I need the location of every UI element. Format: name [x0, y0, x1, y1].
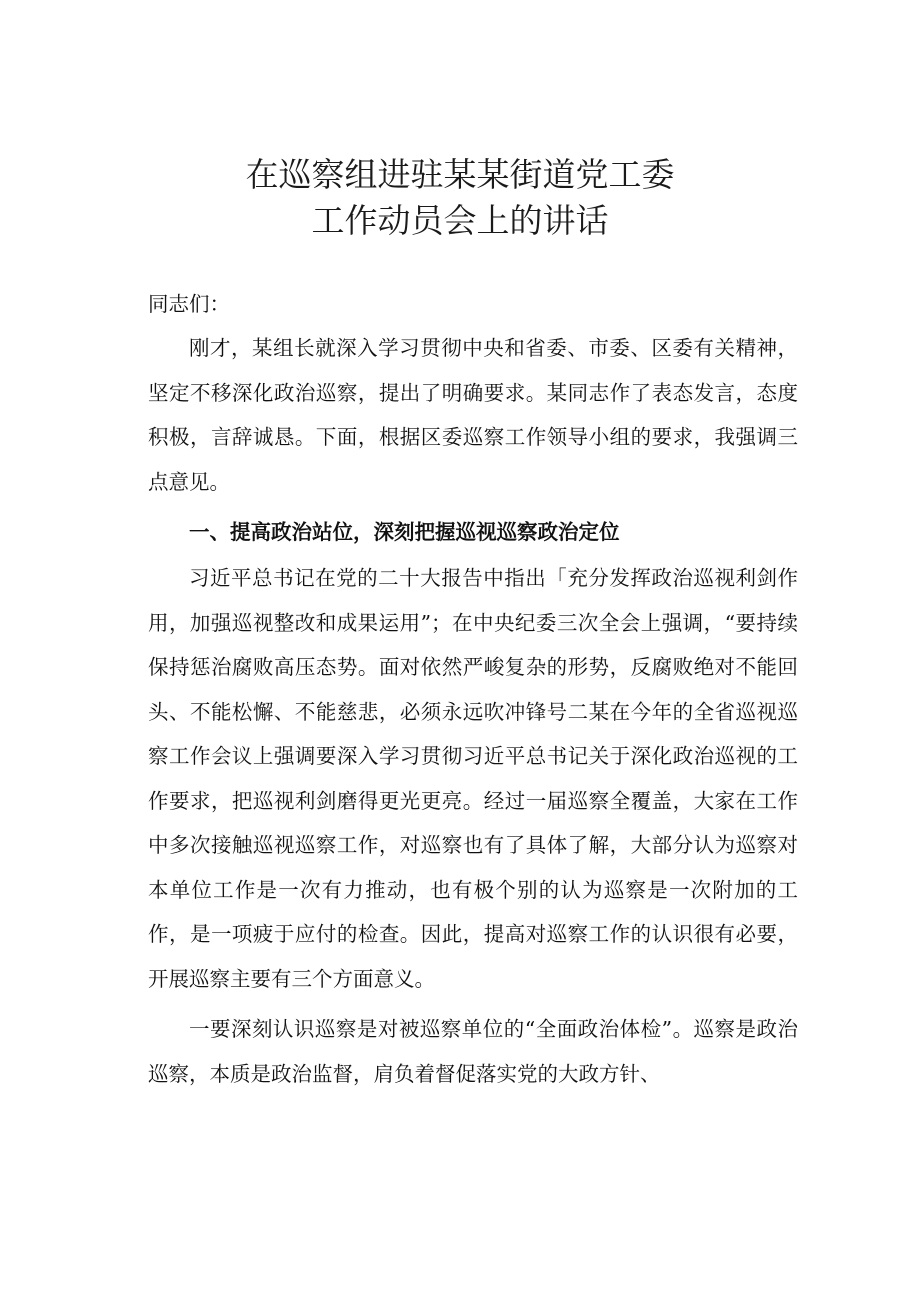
- document-title: [0, 152, 920, 244]
- title-line-2: 工作动员会上的讲话: [311, 201, 609, 240]
- section-heading: 一、提高政治站位，深刻把握巡视巡察政治定位: [189, 520, 620, 544]
- section-paragraph-2: 一要深刻认识巡察是对被巡察单位的“全面政治体检”。巡察是政治巡察，本质是政治监督，肩负着督促落实党的大政方针、: [148, 1017, 798, 1086]
- salutation: 同志们：: [148, 292, 230, 316]
- opening-paragraph: 刚才，某组长就深入学习贯彻中央和省委、市委、区委有关精神，坚定不移深化政治巡察，提出了明确要求。某同志作了表态发言，态度积极，言辞诚恳。下面，根据区委巡察工作领导小组的要求，我强调三点意见。: [148, 336, 798, 494]
- document-body: [148, 282, 798, 1102]
- title-line-1: 在巡察组进驻某某街道党工委: [245, 155, 675, 194]
- section-paragraph-1: 习近平总书记在党的二十大报告中指出「充分发挥政治巡视利剑作用，加强巡视整改和成果运用”；在中央纪委三次全会上强调，“要持续保持惩治腐败高压态势。面对依然严峻复杂的形势，反腐败绝对不能回头、不能松懈、不能慈悲，必须永远吹冲锋号二某在今年的全省巡视巡察工作会议上强调要深入学习贯彻习近平总书记关于深化政治巡视的工作要求，把巡视利剑磨得更光更亮。经过一届巡察全覆盖，大家在工作中多次接触巡视巡察工作，对巡察也有了具体了解，大部分认为巡察对本单位工作是一次有力推动，也有极个别的认为巡察是一次附加的工作，是一项疲于应付的检查。因此，提高对巡察工作的认识很有必要，开展巡察主要有三个方面意义。: [148, 566, 798, 991]
